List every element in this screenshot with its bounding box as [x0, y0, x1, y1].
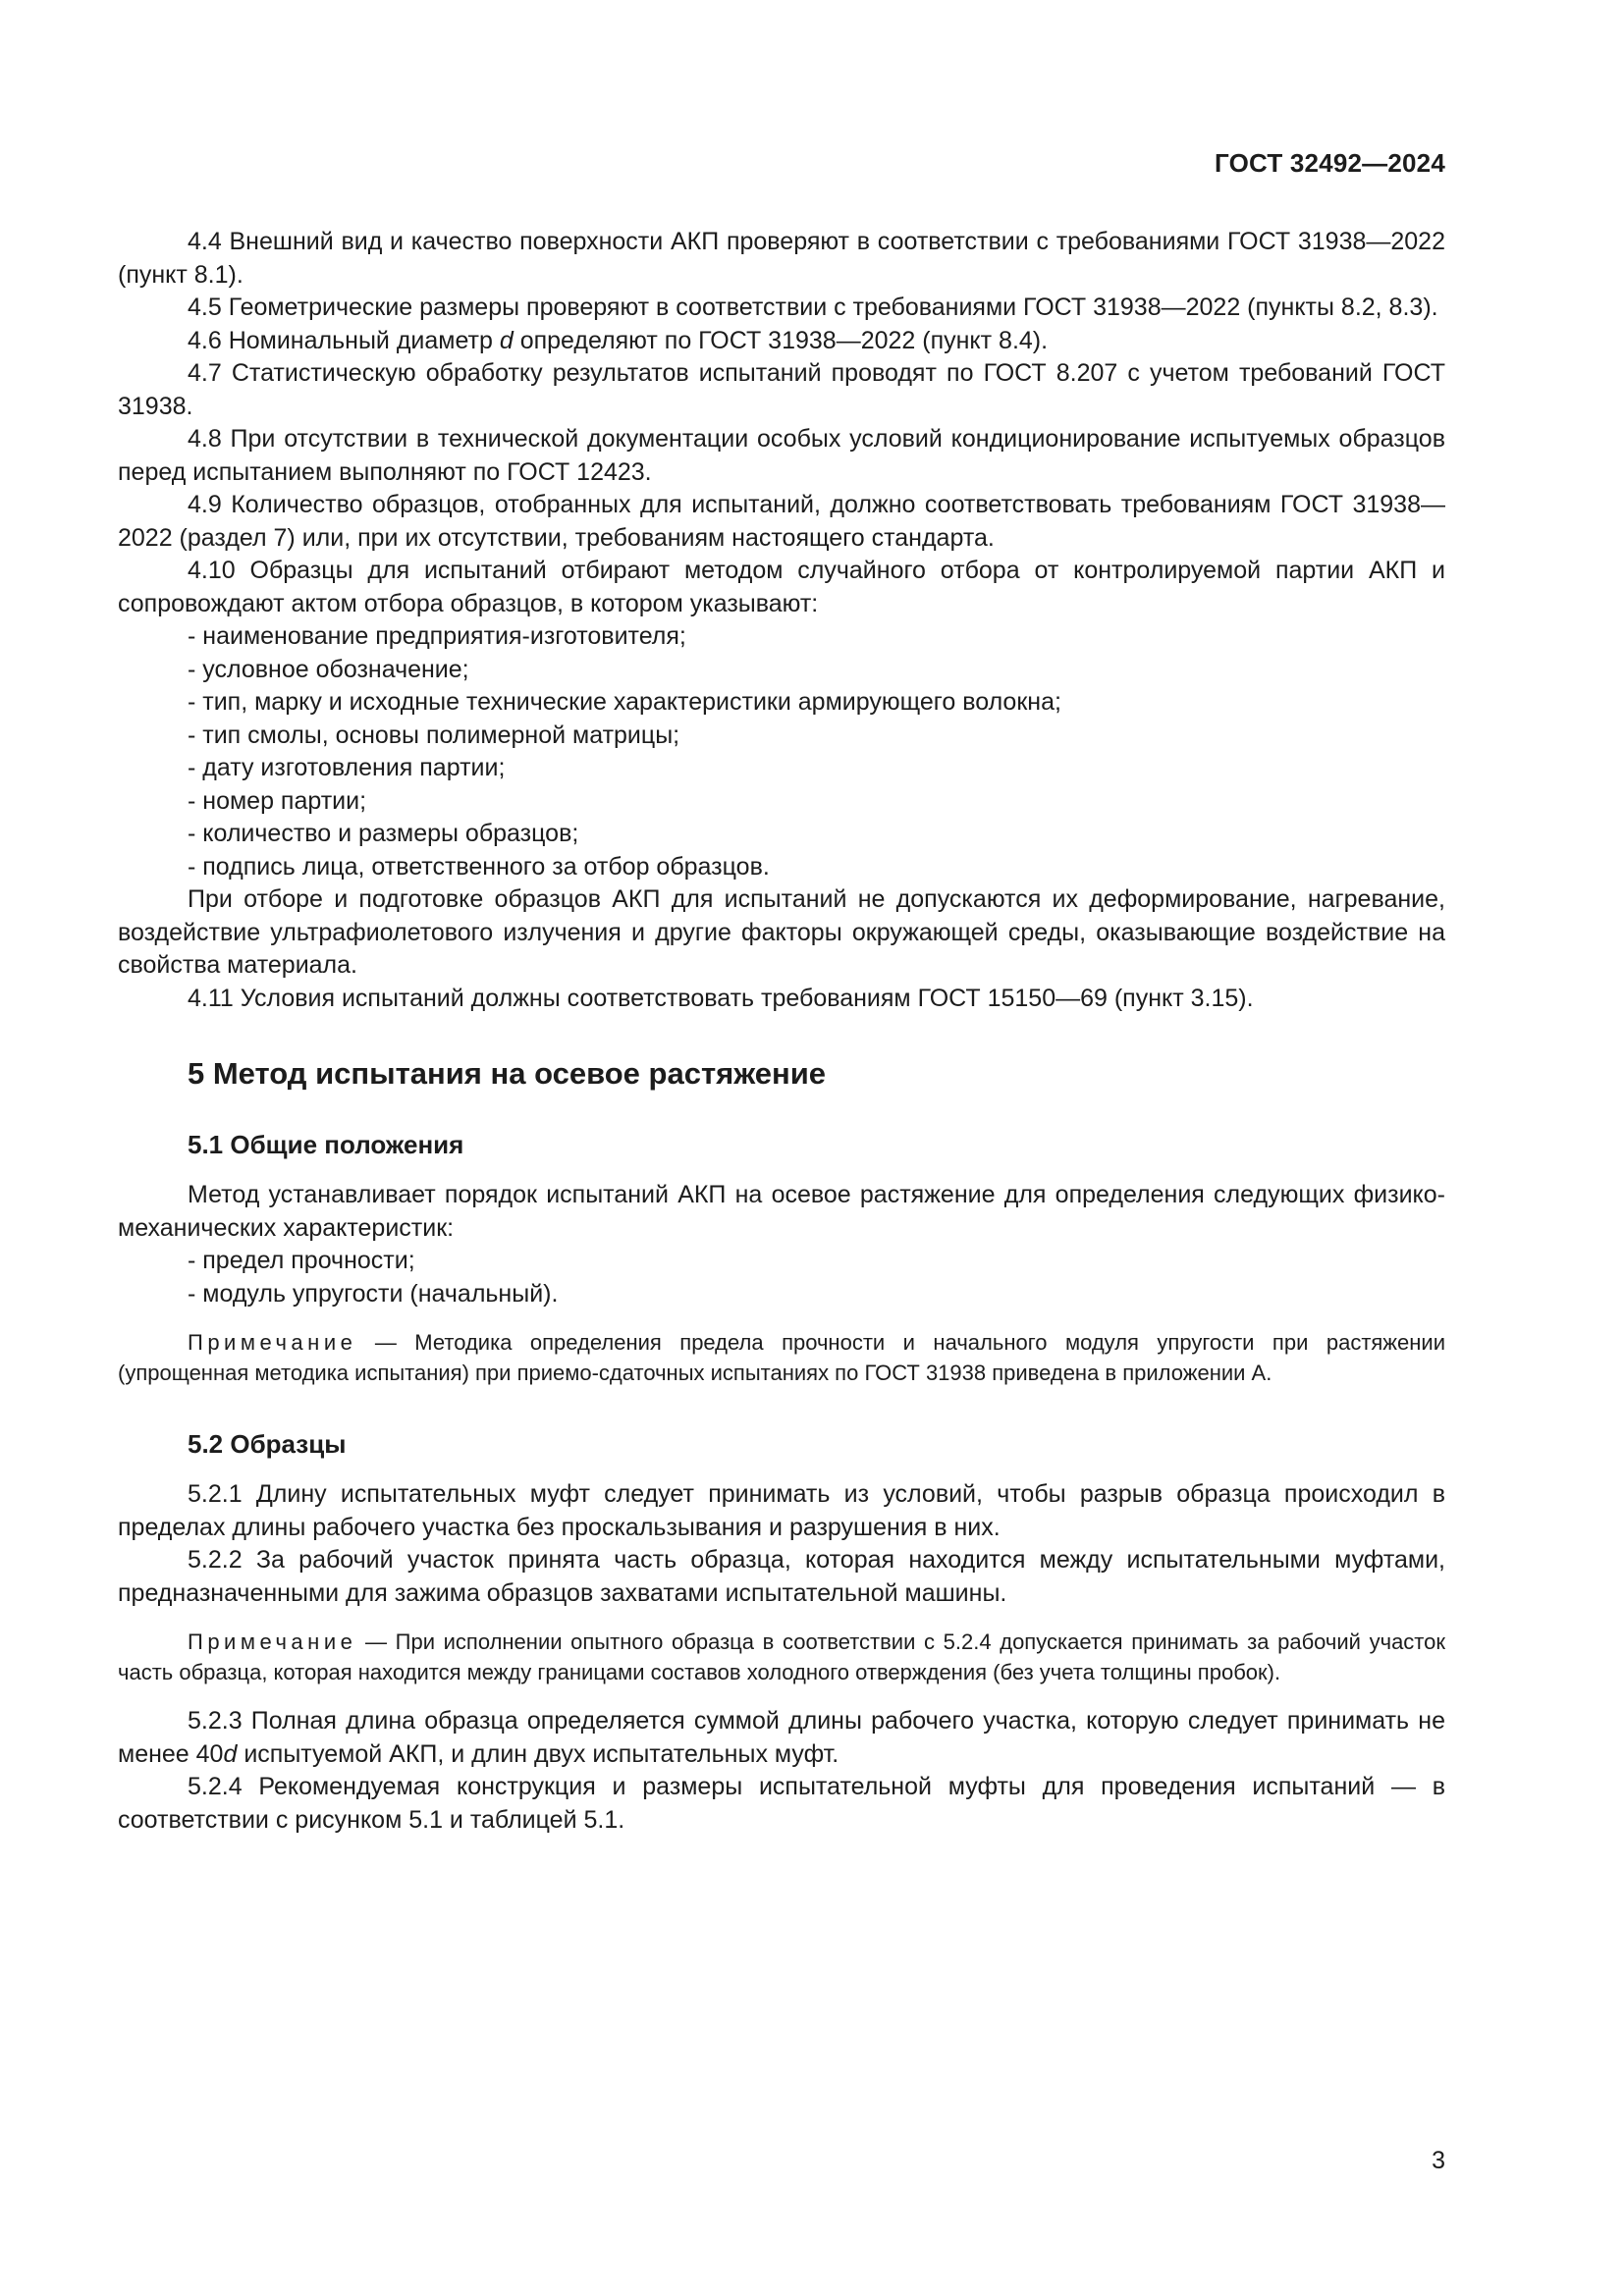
clause-4-4: 4.4 Внешний вид и качество поверхности АКП проверяют в соответствии с требованиями ГОСТ 31938—2022 (пункт 8.1). [118, 228, 1445, 289]
list-item: - наименование предприятия-изготовителя; [188, 622, 686, 650]
note-5-1 [118, 1328, 1445, 1388]
list-item: - предел прочности; [188, 1247, 415, 1274]
clause-5-2-3-text-start: 5.2.3 Полная длина образца определяется суммой длины рабочего участка, которую следует принимать не менее 40 [118, 1707, 1445, 1768]
clause-5-2-4: 5.2.4 Рекомендуемая конструкция и размеры испытательной муфты для проведения испытаний — в соответствии с рисунком 5.1 и таблицей 5.1. [118, 1773, 1445, 1834]
clause-4-8: 4.8 При отсутствии в технической документации особых условий кондиционирование испытуемых образцов перед испытанием выполняют по ГОСТ 12423. [118, 425, 1445, 486]
note-text: При исполнении опытного образца в соответствии с 5.2.4 допускается принимать за рабочий участок часть образца, которая находится между границами составов холодного отверждения (без учета толщины пробок). [118, 1629, 1445, 1684]
clause-4-10-continuation: При отборе и подготовке образцов АКП для испытаний не допускаются их деформирование, нагревание, воздействие ультрафиолетового излучения и другие факторы окружающей среды, оказывающие воздействие на свойства материала. [118, 885, 1445, 979]
note-dash: — [356, 1629, 396, 1654]
list-item: - модуль упругости (начальный). [188, 1279, 559, 1308]
subsection-5-1-heading: 5.1 Общие положения [188, 1130, 464, 1159]
note-label: Примечание [188, 1629, 357, 1654]
list-item: - количество и размеры образцов; [188, 820, 579, 847]
list-item: - подпись лица, ответственного за отбор образцов. [188, 852, 770, 881]
note-text: Методика определения предела прочности и начального модуля упругости при растяжении (упрощенная методика испытания) при приемо-сдаточных испытаниях по ГОСТ 31938 приведена в приложении А. [118, 1330, 1445, 1385]
clause-5-2-3 [118, 1705, 1445, 1771]
diameter-variable: d [499, 326, 514, 354]
list-item: - условное обозначение; [188, 655, 469, 683]
note-5-2 [118, 1628, 1445, 1687]
subsection-5-1-intro: Метод устанавливает порядок испытаний АКП на осевое растяжение для определения следующих физико-механических характеристик: [118, 1181, 1445, 1242]
list-item: - тип смолы, основы полимерной матрицы; [188, 721, 680, 749]
clause-4-6-text-end: определяют по ГОСТ 31938—2022 (пункт 8.4). [513, 326, 1049, 354]
clause-4-7: 4.7 Статистическую обработку результатов испытаний проводят по ГОСТ 8.207 с учетом требований ГОСТ 31938. [118, 359, 1445, 420]
clause-5-2-3-text-end: испытуемой АКП, и длин двух испытательных муфт. [237, 1739, 839, 1768]
list-item: - номер партии; [188, 786, 367, 815]
subsection-5-2-heading: 5.2 Образцы [188, 1429, 347, 1459]
clause-4-6-text-start: 4.6 Номинальный диаметр [188, 326, 500, 354]
page-number: 3 [1432, 2147, 1445, 2174]
clause-5-2-2: 5.2.2 За рабочий участок принята часть образца, которая находится между испытательными муфтами, предназначенными для зажима образцов захватами испытательной машины. [118, 1546, 1445, 1607]
clause-4-9: 4.9 Количество образцов, отобранных для испытаний, должно соответствовать требованиям ГОСТ 31938—2022 (раздел 7) или, при их отсутствии, требованиям настоящего стандарта. [118, 491, 1445, 552]
diameter-variable: d [223, 1739, 238, 1768]
section-5-heading: 5 Метод испытания на осевое растяжение [188, 1056, 827, 1091]
clause-4-5: 4.5 Геометрические размеры проверяют в соответствии с требованиями ГОСТ 31938—2022 (пункты 8.2, 8.3). [188, 294, 1438, 321]
note-dash: — [356, 1330, 415, 1355]
clause-4-10: 4.10 Образцы для испытаний отбирают методом случайного отбора от контролируемой партии АКП и сопровождают актом отбора образцов, в котором указывают: [118, 557, 1445, 617]
clause-4-11: 4.11 Условия испытаний должны соответствовать требованиям ГОСТ 15150—69 (пункт 3.15). [188, 984, 1254, 1012]
list-item: - тип, марку и исходные технические характеристики армирующего волокна; [188, 688, 1061, 716]
clause-5-2-1: 5.2.1 Длину испытательных муфт следует принимать из условий, чтобы разрыв образца происходил в пределах длины рабочего участка без проскальзывания и разрушения в них. [118, 1480, 1445, 1541]
document-code-header: ГОСТ 32492—2024 [1215, 148, 1445, 178]
clause-4-6 [118, 325, 1445, 358]
list-item: - дату изготовления партии; [188, 754, 506, 781]
note-label: Примечание [188, 1330, 357, 1355]
document-body [118, 226, 1445, 1837]
